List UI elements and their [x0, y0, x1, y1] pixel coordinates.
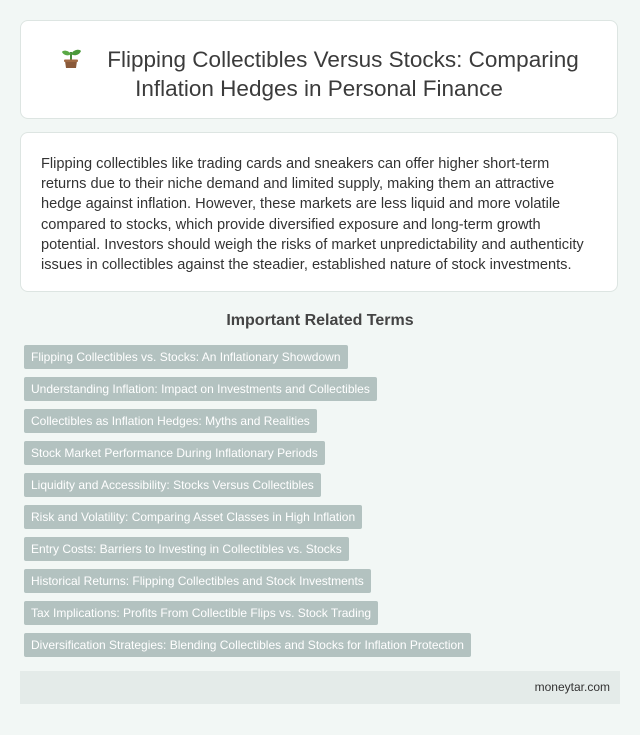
- list-item: [24, 601, 616, 625]
- page-title-container: [21, 45, 617, 103]
- related-term-link[interactable]: Understanding Inflation: Impact on Investments and Collectibles: [24, 377, 377, 401]
- list-item: [24, 505, 616, 529]
- related-term-link[interactable]: Liquidity and Accessibility: Stocks Versus Collectibles: [24, 473, 321, 497]
- page-title: Flipping Collectibles Versus Stocks: Comparing Inflation Hedges in Personal Finance: [107, 47, 579, 101]
- list-item: [24, 345, 616, 369]
- list-item: [24, 537, 616, 561]
- list-item: [24, 569, 616, 593]
- list-item: [24, 409, 616, 433]
- related-term-link[interactable]: Risk and Volatility: Comparing Asset Classes in High Inflation: [24, 505, 362, 529]
- related-term-link[interactable]: Historical Returns: Flipping Collectibles and Stock Investments: [24, 569, 371, 593]
- list-item: [24, 473, 616, 497]
- sprout-icon: [59, 47, 83, 69]
- related-term-link[interactable]: Entry Costs: Barriers to Investing in Collectibles vs. Stocks: [24, 537, 349, 561]
- related-term-link[interactable]: Stock Market Performance During Inflationary Periods: [24, 441, 325, 465]
- summary-card: [20, 132, 618, 292]
- related-terms-heading: Important Related Terms: [226, 312, 414, 329]
- footer-bar: [20, 671, 620, 704]
- footer-site-name[interactable]: moneytar.com: [534, 680, 610, 694]
- related-term-link[interactable]: Collectibles as Inflation Hedges: Myths and Realities: [24, 409, 317, 433]
- list-item: [24, 377, 616, 401]
- related-term-link[interactable]: Flipping Collectibles vs. Stocks: An Inflationary Showdown: [24, 345, 348, 369]
- title-card: [20, 20, 618, 119]
- related-term-link[interactable]: Tax Implications: Profits From Collectible Flips vs. Stock Trading: [24, 601, 378, 625]
- related-terms-list: [24, 345, 616, 665]
- list-item: [24, 633, 616, 657]
- related-term-link[interactable]: Diversification Strategies: Blending Collectibles and Stocks for Inflation Protection: [24, 633, 471, 657]
- list-item: [24, 441, 616, 465]
- summary-paragraph: Flipping collectibles like trading cards and sneakers can offer higher short-term returns due to their niche demand and limited supply, making them an attractive hedge against inflation. However, these markets are less liquid and more volatile compared to stocks, which provide diversified exposure and long-term growth potential. Investors should weigh the risks of market unpredictability and authenticity issues in collectibles against the steadier, established nature of stock investments.: [41, 156, 584, 274]
